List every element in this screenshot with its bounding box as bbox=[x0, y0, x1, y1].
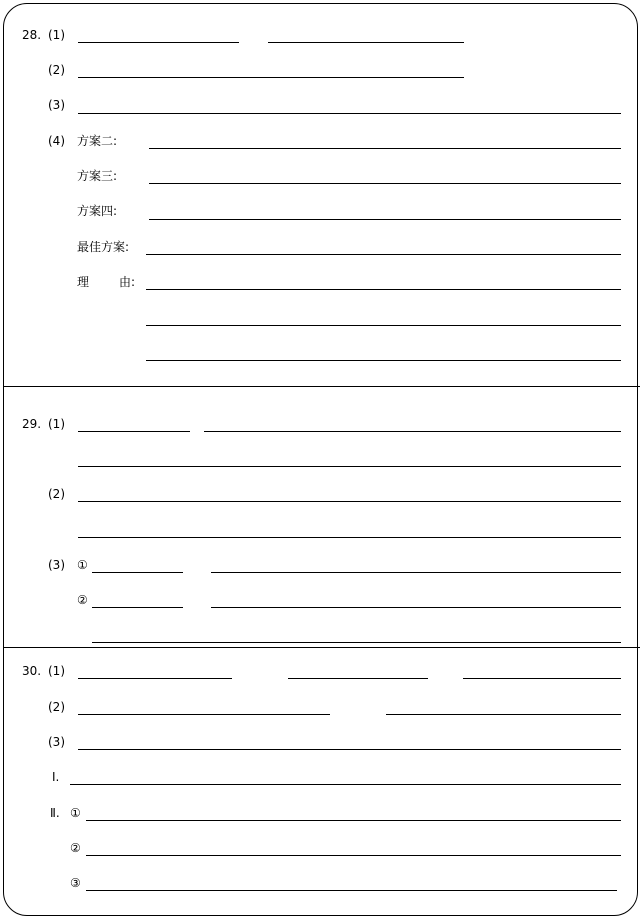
q29-part3-label: (3) bbox=[48, 558, 65, 572]
q28-part4-label: (4) bbox=[48, 134, 65, 148]
q29-part2-label: (2) bbox=[48, 487, 65, 501]
q29-circle1-blank-b[interactable] bbox=[211, 572, 621, 573]
q30-part3-label: (3) bbox=[48, 735, 65, 749]
q30-part3-blank[interactable] bbox=[78, 749, 621, 750]
q30-number: 30. bbox=[22, 664, 42, 678]
q28-plan3-blank[interactable] bbox=[149, 183, 621, 184]
q28-reason-label-b: 由: bbox=[119, 275, 136, 289]
q30-part1-blank-a[interactable] bbox=[78, 678, 232, 679]
q30-part1-blank-b[interactable] bbox=[288, 678, 428, 679]
q29-part1-blank-b[interactable] bbox=[204, 431, 621, 432]
q29-circle2-blank-c[interactable] bbox=[92, 642, 621, 643]
q30-part1-label: (1) bbox=[48, 664, 65, 678]
q30-part1-blank-c[interactable] bbox=[463, 678, 621, 679]
q30-part2-blank-a[interactable] bbox=[78, 714, 330, 715]
q28-plan2-blank[interactable] bbox=[149, 148, 621, 149]
q30-circle2-label: ② bbox=[70, 841, 81, 855]
q29-circle2-blank-b[interactable] bbox=[211, 607, 621, 608]
q29-part1-blank-a[interactable] bbox=[78, 431, 190, 432]
q28-reason-label-a: 理 bbox=[77, 275, 90, 289]
q30-circle1-blank[interactable] bbox=[86, 820, 621, 821]
q30-circle3-blank[interactable] bbox=[86, 890, 617, 891]
q29-number: 29. bbox=[22, 417, 42, 431]
q29-circle2-blank-a[interactable] bbox=[92, 607, 183, 608]
q28-part2-label: (2) bbox=[48, 63, 65, 77]
q28-part3-label: (3) bbox=[48, 98, 65, 112]
q28-plan3-label: 方案三: bbox=[77, 169, 118, 183]
q30-part2-blank-b[interactable] bbox=[386, 714, 621, 715]
q29-part2-blank-a[interactable] bbox=[78, 501, 621, 502]
q28-best-plan-blank[interactable] bbox=[146, 254, 621, 255]
q29-circle2-label: ② bbox=[77, 593, 88, 607]
q29-circle1-label: ① bbox=[77, 558, 88, 572]
q28-best-plan-label: 最佳方案: bbox=[77, 240, 130, 254]
q28-part3-blank[interactable] bbox=[78, 113, 621, 114]
q30-roman2-label: Ⅱ. bbox=[50, 806, 60, 820]
q29-part2-blank-b[interactable] bbox=[78, 537, 621, 538]
q30-circle1-label: ① bbox=[70, 806, 81, 820]
q28-reason-blank-3[interactable] bbox=[146, 360, 621, 361]
section-divider-28-29 bbox=[3, 386, 640, 387]
q28-part2-blank[interactable] bbox=[78, 77, 464, 78]
q30-circle2-blank[interactable] bbox=[86, 855, 621, 856]
q28-reason-blank-1[interactable] bbox=[146, 289, 621, 290]
q28-plan4-label: 方案四: bbox=[77, 204, 118, 218]
q30-roman1-label: Ⅰ. bbox=[52, 770, 60, 784]
q29-circle1-blank-a[interactable] bbox=[92, 572, 183, 573]
q28-plan2-label: 方案二: bbox=[77, 134, 118, 148]
q30-part2-label: (2) bbox=[48, 700, 65, 714]
q28-number: 28. bbox=[22, 28, 42, 42]
q29-part1-label: (1) bbox=[48, 417, 65, 431]
q30-roman1-blank[interactable] bbox=[70, 784, 621, 785]
q28-reason-blank-2[interactable] bbox=[146, 325, 621, 326]
section-divider-29-30 bbox=[3, 647, 640, 648]
q28-plan4-blank[interactable] bbox=[149, 219, 621, 220]
q30-circle3-label: ③ bbox=[70, 876, 81, 890]
q28-part1-label: (1) bbox=[48, 28, 65, 42]
q28-part1-blank-a[interactable] bbox=[78, 42, 239, 43]
q29-part1-blank-c[interactable] bbox=[78, 466, 621, 467]
q28-part1-blank-b[interactable] bbox=[268, 42, 464, 43]
